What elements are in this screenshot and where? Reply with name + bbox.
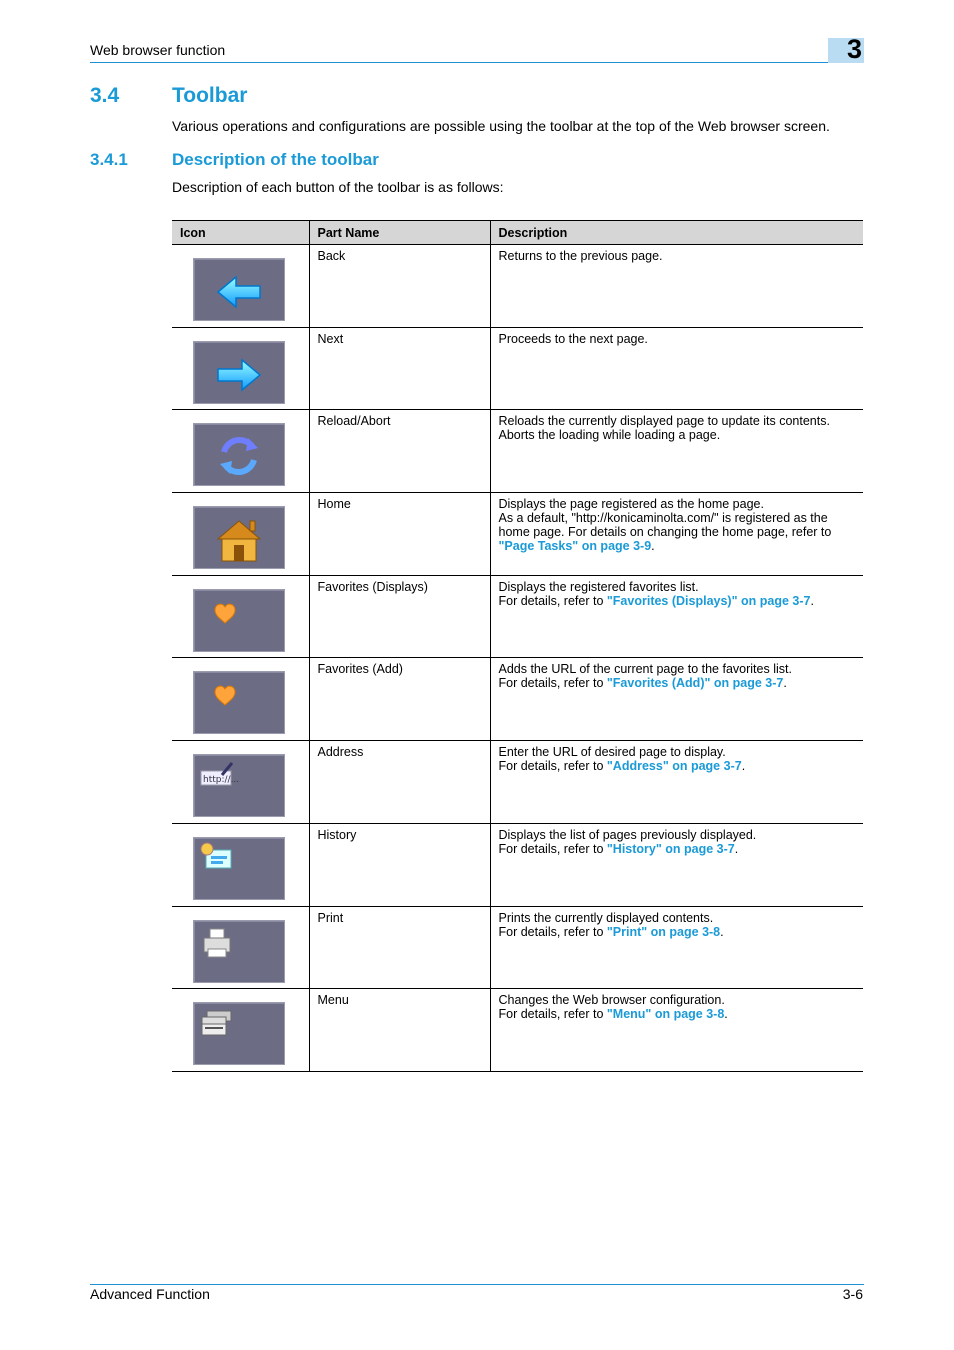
- svg-text:http://...: http://...: [203, 775, 240, 786]
- part-name: Reload/Abort: [309, 410, 490, 493]
- subsection-title: Description of the toolbar: [172, 150, 379, 169]
- icon-cell: [172, 906, 309, 989]
- section-title: Toolbar: [172, 84, 248, 107]
- history-icon: [193, 837, 285, 900]
- table-row: [172, 658, 863, 741]
- reference-line: [499, 594, 856, 608]
- description-line: Displays the list of pages previously displayed.: [498, 827, 757, 842]
- heart-icon: [193, 589, 285, 652]
- icon-cell: [172, 989, 309, 1072]
- table-header-row: [172, 221, 863, 245]
- reference-line: [499, 925, 856, 939]
- description-cell: [490, 658, 863, 741]
- description-cell: [490, 245, 863, 328]
- back-arrow-icon: [193, 258, 285, 321]
- description-cell: [490, 410, 863, 493]
- description-line: Changes the Web browser configuration.: [498, 993, 725, 1008]
- icon-cell: [172, 823, 309, 906]
- header-rule: [90, 62, 864, 63]
- description-line: Adds the URL of the current page to the favorites list.: [498, 662, 792, 677]
- part-name: Back: [309, 245, 490, 328]
- reference-suffix: .: [720, 924, 724, 939]
- cross-reference-link[interactable]: "Favorites (Add)" on page 3-7: [606, 676, 784, 691]
- description-cell: [490, 327, 863, 410]
- reference-prefix: For details, refer to: [498, 841, 607, 856]
- running-header: Web browser function: [90, 42, 226, 58]
- description-cell: [490, 823, 863, 906]
- part-name: Address: [309, 741, 490, 824]
- address-icon: [193, 754, 285, 817]
- description-line: Enter the URL of desired page to display.: [498, 745, 726, 760]
- reference-line: [499, 676, 856, 690]
- cross-reference-link[interactable]: "Menu" on page 3-8: [606, 1007, 725, 1022]
- footer-title: Advanced Function: [90, 1286, 210, 1302]
- reload-icon: [193, 423, 285, 486]
- description-line: Returns to the previous page.: [498, 249, 663, 263]
- cross-reference-link[interactable]: "Page Tasks" on page 3-9: [498, 539, 652, 554]
- heart-icon: [193, 671, 285, 734]
- home-icon: [193, 506, 285, 569]
- menu-icon: [193, 1002, 285, 1065]
- reference-suffix: .: [734, 841, 739, 856]
- table-row: [172, 823, 863, 906]
- subsection-intro: Description of each button of the toolbar is as follows:: [172, 179, 504, 195]
- part-name: Favorites (Add): [309, 658, 490, 741]
- table-row: [172, 493, 863, 576]
- reference-prefix: For details, refer to: [498, 924, 607, 939]
- section-number: 3.4: [90, 84, 120, 107]
- cross-reference-link[interactable]: "Address" on page 3-7: [606, 759, 742, 774]
- reference-line: [499, 759, 856, 773]
- icon-cell: [172, 741, 309, 824]
- reference-prefix: For details, refer to: [498, 1007, 607, 1022]
- next-arrow-icon: [193, 341, 285, 404]
- icon-cell: [172, 658, 309, 741]
- header-part-name: Part Name: [309, 221, 490, 245]
- table-row: [172, 906, 863, 989]
- table-row: [172, 575, 863, 658]
- footer-rule: [90, 1284, 864, 1285]
- toolbar-table: [172, 220, 863, 1072]
- reference-suffix: .: [741, 759, 746, 774]
- icon-cell: [172, 410, 309, 493]
- printer-icon: [193, 920, 285, 983]
- part-name: Favorites (Displays): [309, 575, 490, 658]
- description-cell: [490, 741, 863, 824]
- table-row: [172, 245, 863, 328]
- reference-prefix: For details, refer to: [498, 759, 607, 774]
- reference-prefix: For details, refer to: [498, 676, 607, 691]
- description-cell: [490, 989, 863, 1072]
- reference-suffix: .: [783, 676, 787, 691]
- reference-prefix: For details, refer to: [498, 593, 607, 608]
- part-name: Menu: [309, 989, 490, 1072]
- description-cell: [490, 575, 863, 658]
- description-line: As a default, "http://konicaminolta.com/" is registered as the: [498, 511, 828, 526]
- description-line: Proceeds to the next page.: [498, 331, 648, 346]
- description-cell: [490, 493, 863, 576]
- description-line: Displays the registered favorites list.: [498, 579, 699, 594]
- header-icon: Icon: [172, 221, 309, 245]
- description-line: Prints the currently displayed contents.: [498, 910, 714, 925]
- cross-reference-link[interactable]: "Favorites (Displays)" on page 3-7: [606, 593, 811, 608]
- table-row: [172, 410, 863, 493]
- cross-reference-link[interactable]: "Print" on page 3-8: [606, 924, 721, 939]
- icon-cell: [172, 245, 309, 328]
- header-description: Description: [490, 221, 863, 245]
- chapter-number-badge: 3: [828, 38, 864, 63]
- part-name: Home: [309, 493, 490, 576]
- reference-suffix: .: [810, 593, 814, 608]
- part-name: Next: [309, 327, 490, 410]
- part-name: Print: [309, 906, 490, 989]
- page-number: 3-6: [842, 1286, 863, 1302]
- description-line: home page. For details on changing the home page, refer to: [498, 525, 832, 540]
- table-row: [172, 741, 863, 824]
- cross-reference-link[interactable]: "History" on page 3-7: [606, 841, 735, 856]
- reference-line: [499, 842, 856, 856]
- description-line: Reloads the currently displayed page to update its contents.: [498, 414, 830, 429]
- reference-line: [499, 1007, 856, 1021]
- section-intro: Various operations and configurations are possible using the toolbar at the top of the Web browser screen.: [172, 118, 830, 134]
- icon-cell: [172, 575, 309, 658]
- icon-cell: [172, 327, 309, 410]
- reference-suffix: .: [651, 539, 655, 554]
- table-row: [172, 327, 863, 410]
- part-name: History: [309, 823, 490, 906]
- reference-suffix: .: [724, 1007, 728, 1022]
- subsection-number: 3.4.1: [90, 150, 128, 169]
- icon-cell: [172, 493, 309, 576]
- description-line: Displays the page registered as the home page.: [498, 497, 764, 512]
- description-cell: [490, 906, 863, 989]
- table-row: [172, 989, 863, 1072]
- reference-line: [499, 539, 856, 553]
- description-line: Aborts the loading while loading a page.: [498, 428, 721, 443]
